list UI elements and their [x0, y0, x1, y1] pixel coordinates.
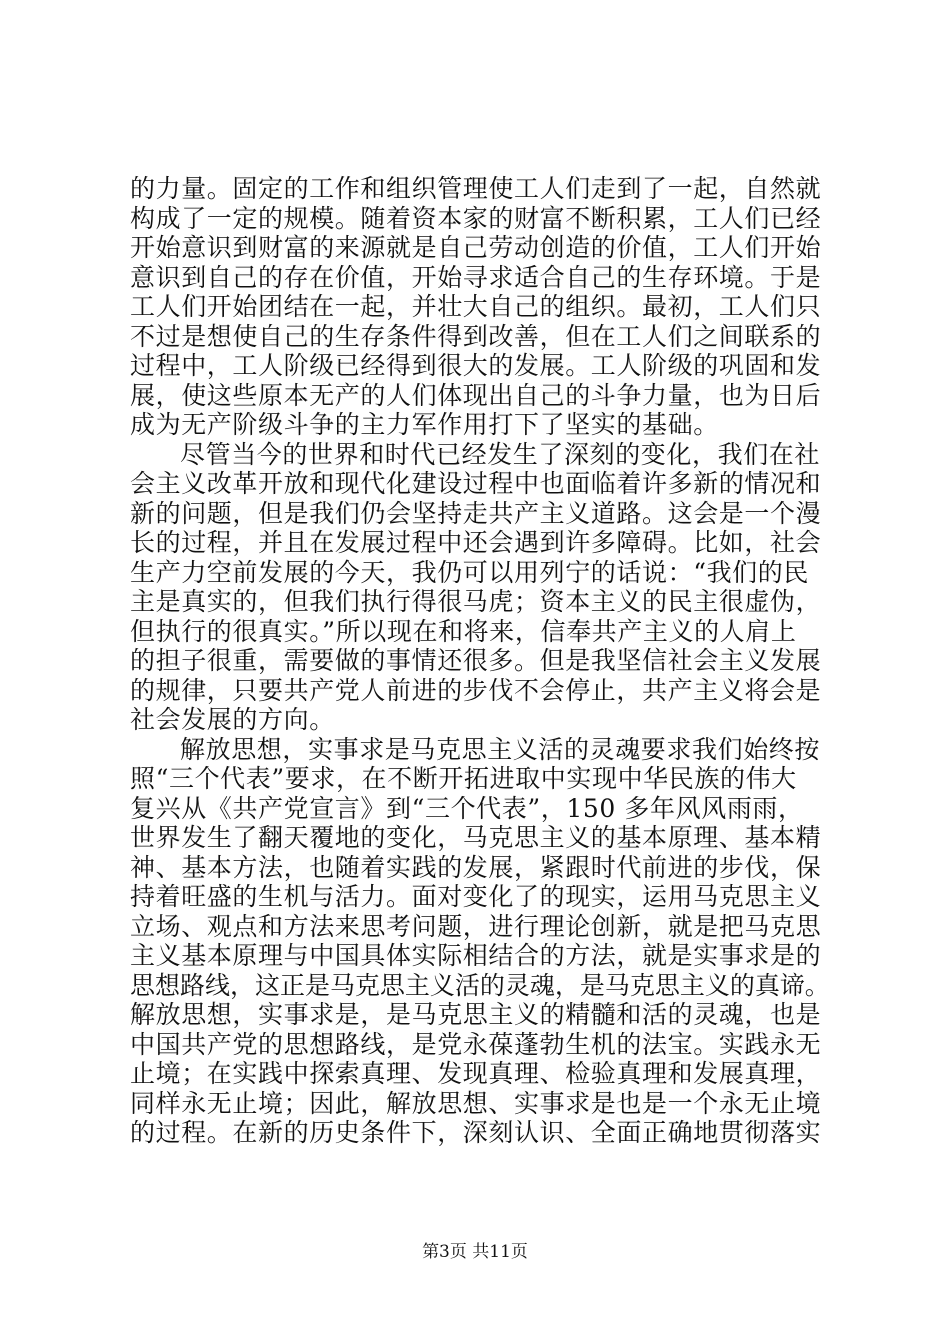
- paragraph-line: 主是真实的，但我们执行得很马虎；资本主义的民主很虚伪，: [130, 587, 822, 616]
- paragraph-line: 主义基本原理与中国具体实际相结合的方法，就是实事求是的: [130, 941, 822, 970]
- paragraph-line: 生产力空前发展的今天，我仍可以用列宁的话说：“我们的民: [130, 557, 809, 587]
- paragraph-line: 思想路线，这正是马克思主义活的灵魂，是马克思主义的真谛。: [130, 970, 830, 1000]
- page-number-footer: 第3页 共11页: [422, 1242, 528, 1262]
- paragraph-line: 社会发展的方向。: [130, 705, 335, 734]
- paragraph-line: 止境；在实践中探索真理、发现真理、检验真理和发展真理，: [130, 1059, 822, 1088]
- paragraph-line: 复兴从《共产党宣言》到“三个代表”，150 多年风风雨雨，: [130, 793, 804, 823]
- paragraph-line: 世界发生了翻天覆地的变化，马克思主义的基本原理、基本精: [130, 823, 822, 852]
- paragraph-3: [130, 735, 830, 1148]
- paragraph-line: 过程中，工人阶级已经得到很大的发展。工人阶级的巩固和发: [130, 351, 822, 380]
- paragraph-line: 但执行的很真实。”所以现在和将来，信奉共产主义的人肩上: [130, 616, 797, 646]
- paragraph-line: 中国共产党的思想路线，是党永葆蓬勃生机的法宝。实践永无: [130, 1029, 822, 1059]
- paragraph-line: 照“三个代表”要求，在不断开拓进取中实现中华民族的伟大: [130, 764, 797, 793]
- paragraph-line: 成为无产阶级斗争的主力军作用打下了坚实的基础。: [130, 410, 719, 439]
- paragraph-line: 立场、观点和方法来思考问题，进行理论创新，就是把马克思: [130, 911, 822, 941]
- paragraph-line: 持着旺盛的生机与活力。面对变化了的现实，运用马克思主义: [130, 882, 822, 911]
- paragraph-line: 长的过程，并且在发展过程中还会遇到许多障碍。比如，社会: [130, 528, 822, 557]
- paragraph-line: 不过是想使自己的生存条件得到改善，但在工人们之间联系的: [130, 321, 822, 351]
- paragraph-line: 构成了一定的规模。随着资本家的财富不断积累，工人们已经: [130, 203, 822, 233]
- paragraph-line: 展，使这些原本无产的人们体现出自己的斗争力量，也为日后: [130, 380, 822, 410]
- paragraph-line: 会主义改革开放和现代化建设过程中也面临着许多新的情况和: [130, 469, 822, 498]
- paragraph-line: 同样永无止境；因此，解放思想、实事求是也是一个永无止境: [130, 1088, 822, 1118]
- paragraph-2: [130, 440, 830, 735]
- paragraph-line: 工人们开始团结在一起，并壮大自己的组织。最初，工人们只: [130, 292, 822, 321]
- paragraph-line: 意识到自己的存在价值，开始寻求适合自己的生存环境。于是: [130, 262, 822, 292]
- paragraph-1: [130, 174, 830, 440]
- paragraph-line: 神、基本方法，也随着实践的发展，紧跟时代前进的步伐，保: [130, 852, 822, 882]
- paragraph-line: 的规律，只要共产党人前进的步伐不会停止，共产主义将会是: [130, 675, 822, 705]
- paragraph-line: 的担子很重，需要做的事情还很多。但是我坚信社会主义发展: [130, 646, 822, 675]
- paragraph-line: 尽管当今的世界和时代已经发生了深刻的变化，我们在社: [180, 439, 821, 469]
- paragraph-line: 的过程。在新的历史条件下，深刻认识、全面正确地贯彻落实: [130, 1118, 822, 1147]
- paragraph-line: 新的问题，但是我们仍会坚持走共产主义道路。这会是一个漫: [130, 498, 822, 528]
- paragraph-line: 开始意识到财富的来源就是自己劳动创造的价值，工人们开始: [130, 233, 822, 262]
- document-body: [130, 174, 830, 1148]
- paragraph-line: 的力量。固定的工作和组织管理使工人们走到了一起，自然就: [130, 174, 822, 203]
- paragraph-line: 解放思想，实事求是马克思主义活的灵魂要求我们始终按: [180, 734, 821, 764]
- paragraph-line: 解放思想，实事求是，是马克思主义的精髓和活的灵魂，也是: [130, 1000, 822, 1029]
